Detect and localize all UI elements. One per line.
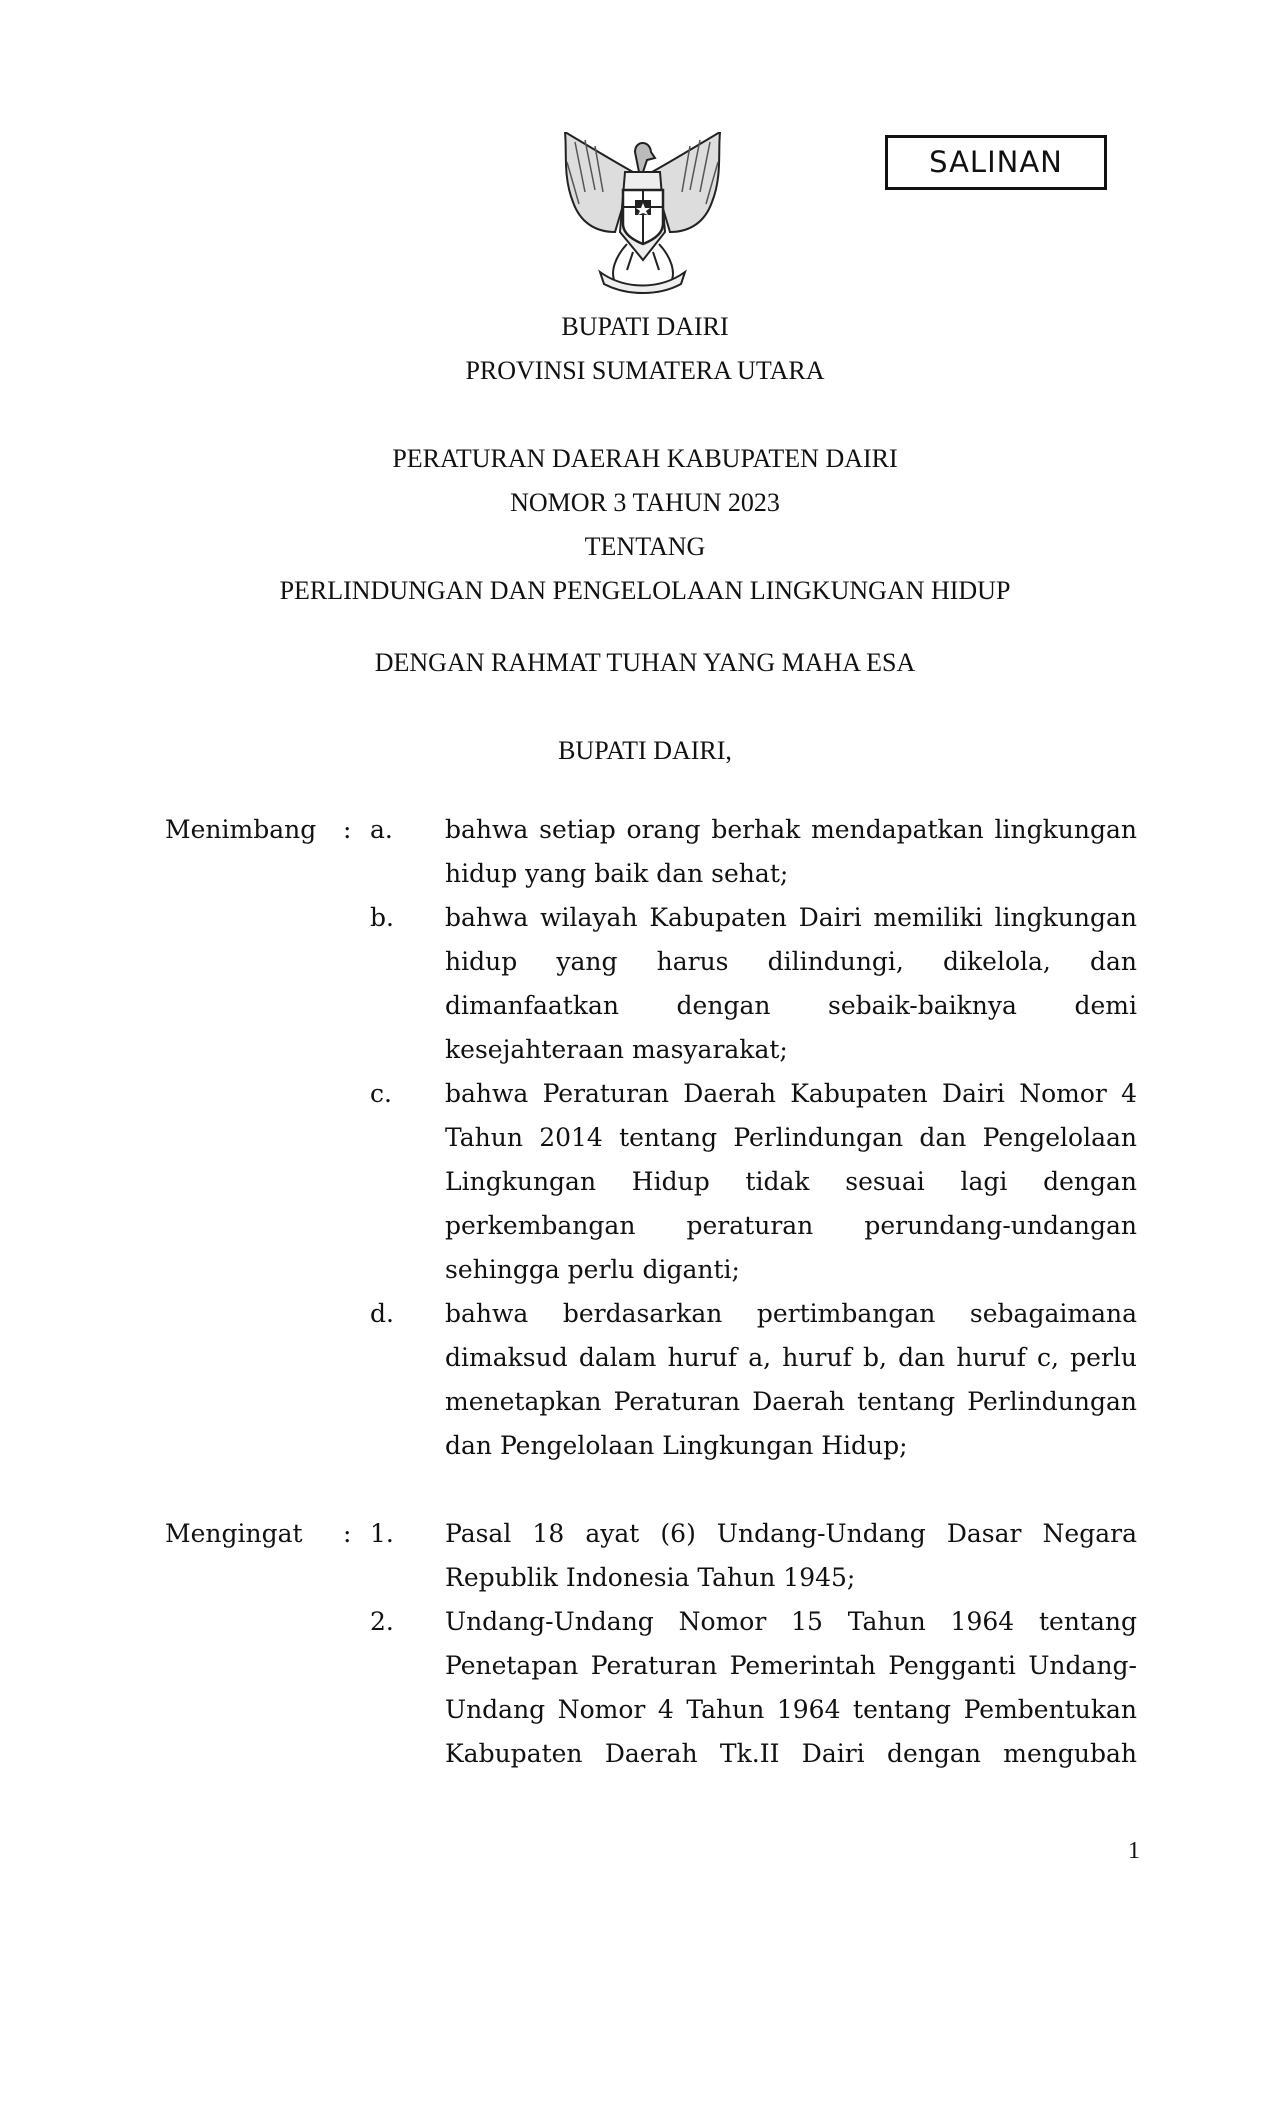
text-line: perkembangan peraturan perundang-undangan	[445, 1211, 1137, 1240]
menimbang-mark-a: a.	[370, 815, 393, 844]
text-line: bahwa Peraturan Daerah Kabupaten Dairi Nomor 4	[445, 1079, 1137, 1108]
title-line-4: PERLINDUNGAN DAN PENGELOLAAN LINGKUNGAN HIDUP	[279, 576, 1011, 605]
text-line: dimanfaatkan dengan sebaik-baiknya demi	[445, 991, 1137, 1020]
text-line: Lingkungan Hidup tidak sesuai lagi dengan	[445, 1167, 1137, 1196]
menimbang-mark-c: c.	[370, 1079, 392, 1108]
text-line: Republik Indonesia Tahun 1945;	[445, 1563, 856, 1592]
text-line: kesejahteraan masyarakat;	[445, 1035, 788, 1064]
text-line: bahwa wilayah Kabupaten Dairi memiliki lingkungan	[445, 903, 1137, 932]
text-line: Penetapan Peraturan Pemerintah Pengganti Undang-	[445, 1651, 1137, 1680]
text-line: Kabupaten Daerah Tk.II Dairi dengan mengubah	[445, 1739, 1137, 1768]
text-line: hidup yang harus dilindungi, dikelola, dan	[445, 947, 1137, 976]
text-line: Undang-Undang Nomor 15 Tahun 1964 tentang	[445, 1607, 1137, 1636]
text-line: dan Pengelolaan Lingkungan Hidup;	[445, 1431, 908, 1460]
header-line-1: BUPATI DAIRI	[561, 312, 729, 341]
invocation: DENGAN RAHMAT TUHAN YANG MAHA ESA	[374, 648, 916, 677]
header-line-2: PROVINSI SUMATERA UTARA	[465, 356, 825, 385]
text-line: menetapkan Peraturan Daerah tentang Perlindungan	[445, 1387, 1137, 1416]
text-line: Tahun 2014 tentang Perlindungan dan Pengelolaan	[445, 1123, 1137, 1152]
menimbang-mark-b: b.	[370, 903, 394, 932]
text-line: bahwa berdasarkan pertimbangan sebagaimana	[445, 1299, 1137, 1328]
text-line: sehingga perlu diganti;	[445, 1255, 740, 1284]
title-line-3: TENTANG	[584, 532, 706, 561]
title-line-1: PERATURAN DAERAH KABUPATEN DAIRI	[392, 444, 898, 473]
mengingat-colon: :	[343, 1519, 352, 1548]
page-number: 1	[1128, 1838, 1140, 1864]
menimbang-mark-d: d.	[370, 1299, 394, 1328]
salinan-stamp: SALINAN	[885, 135, 1107, 190]
menimbang-label: Menimbang	[165, 815, 317, 844]
text-line: Pasal 18 ayat (6) Undang-Undang Dasar Negara	[445, 1519, 1137, 1548]
title-line-2: NOMOR 3 TAHUN 2023	[510, 488, 780, 517]
text-line: bahwa setiap orang berhak mendapatkan lingkungan	[445, 815, 1137, 844]
text-line: hidup yang baik dan sehat;	[445, 859, 789, 888]
text-line: Undang Nomor 4 Tahun 1964 tentang Pembentukan	[445, 1695, 1137, 1724]
mengingat-mark-1: 1.	[370, 1519, 394, 1548]
text-line: dimaksud dalam huruf a, huruf b, dan huruf c, perlu	[445, 1343, 1137, 1372]
menimbang-colon: :	[343, 815, 352, 844]
mengingat-mark-2: 2.	[370, 1607, 394, 1636]
authority: BUPATI DAIRI,	[558, 736, 732, 765]
garuda-emblem-icon	[555, 132, 730, 294]
mengingat-label: Mengingat	[165, 1519, 303, 1548]
